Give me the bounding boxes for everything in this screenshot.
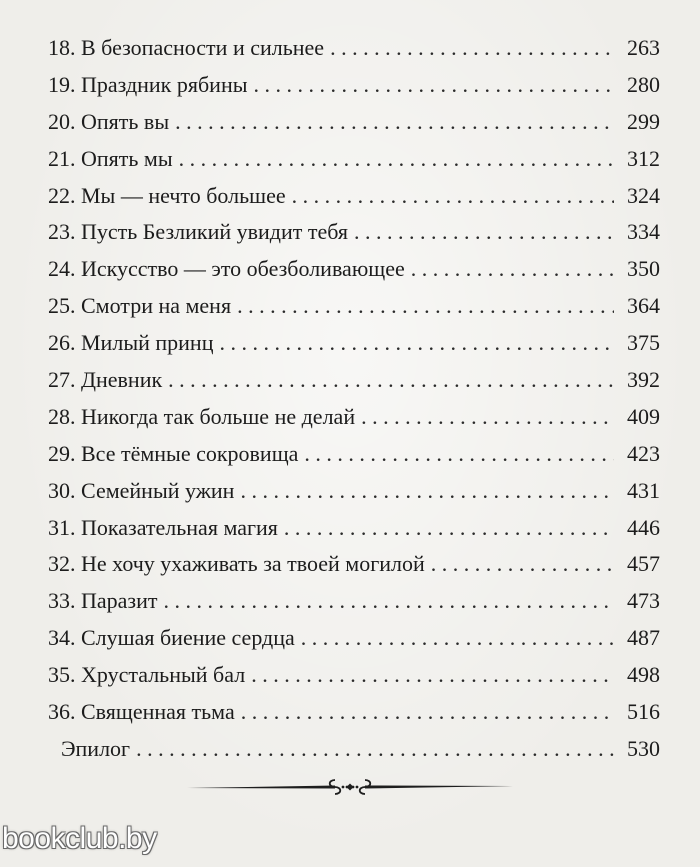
toc-dot-leader — [240, 473, 614, 510]
toc-entry — [48, 325, 660, 362]
toc-entry-page: 473 — [627, 588, 660, 614]
toc-entry-page: 263 — [627, 35, 660, 60]
toc-entry-page: 431 — [627, 477, 660, 503]
toc-dot-leader — [361, 399, 614, 436]
toc-dot-leader — [241, 694, 614, 731]
toc-entry-title: 24. Искусство — это обезболивающее — [48, 256, 405, 282]
toc-entry-title: 31. Показательная магия — [48, 514, 278, 540]
toc-entry — [48, 657, 660, 694]
toc-dot-leader — [431, 546, 614, 583]
toc-entry-page: 530 — [627, 735, 660, 761]
toc-entry — [48, 399, 660, 436]
toc-entry-page: 516 — [627, 699, 660, 725]
toc-dot-leader — [175, 104, 614, 141]
toc-entry-title: 26. Милый принц — [48, 330, 214, 356]
toc-dot-leader — [219, 325, 614, 362]
toc-dot-leader — [330, 30, 614, 67]
site-watermark: bookclub.by — [2, 822, 157, 855]
toc-dot-leader — [411, 251, 614, 288]
toc-entry-page: 375 — [627, 330, 660, 356]
toc-entry — [48, 620, 660, 657]
toc-entry — [48, 251, 660, 288]
decorative-divider-icon — [185, 772, 515, 802]
toc-dot-leader — [301, 620, 614, 657]
toc-entry — [48, 178, 660, 215]
toc-entry-title: 20. Опять вы — [48, 108, 170, 134]
toc-entry — [48, 436, 660, 473]
toc-entry-page: 312 — [627, 145, 660, 171]
toc-entry-page: 487 — [627, 625, 660, 651]
toc-entry-page: 350 — [627, 256, 660, 282]
toc-entry-page: 498 — [627, 662, 660, 688]
toc-entry — [48, 694, 660, 731]
toc-dot-leader — [164, 583, 615, 620]
toc-entry-title: 35. Хрустальный бал — [48, 662, 246, 688]
toc-dot-leader — [179, 141, 614, 178]
toc-entry — [48, 546, 660, 583]
toc-entry — [48, 30, 660, 67]
table-of-contents — [48, 30, 660, 768]
toc-entry — [48, 214, 660, 251]
toc-entry-title: 33. Паразит — [48, 588, 158, 614]
toc-entry-title: 28. Никогда так больше не делай — [48, 403, 356, 429]
toc-entry-title: Эпилог — [61, 735, 131, 761]
toc-entry — [48, 104, 660, 141]
toc-entry — [48, 473, 660, 510]
toc-dot-leader — [284, 510, 614, 547]
toc-entry-title: 18. В безопасности и сильнее — [48, 35, 325, 60]
toc-dot-leader — [304, 436, 614, 473]
toc-dot-leader — [354, 214, 614, 251]
toc-entry-page: 409 — [627, 403, 660, 429]
toc-entry — [48, 288, 660, 325]
toc-entry-page: 446 — [627, 514, 660, 540]
toc-entry-title: 29. Все тёмные сокровища — [48, 440, 299, 466]
toc-entry-title: 36. Священная тьма — [48, 699, 235, 725]
toc-dot-leader — [254, 67, 614, 104]
toc-entry — [48, 141, 660, 178]
toc-entry — [48, 731, 660, 768]
toc-entry-title: 22. Мы — нечто большее — [48, 182, 286, 208]
toc-dot-leader — [237, 288, 614, 325]
toc-entry-page: 334 — [627, 219, 660, 245]
toc-entry-page: 392 — [627, 367, 660, 393]
toc-entry-title: 27. Дневник — [48, 367, 163, 393]
toc-dot-leader — [168, 362, 614, 399]
toc-entry-title: 19. Праздник рябины — [48, 71, 248, 97]
toc-entry-page: 423 — [627, 440, 660, 466]
toc-entry — [48, 510, 660, 547]
toc-entry — [48, 362, 660, 399]
toc-entry-title: 32. Не хочу ухаживать за твоей могилой — [48, 551, 425, 577]
toc-entry-title: 23. Пусть Безликий увидит тебя — [48, 219, 349, 245]
toc-entry-title: 34. Слушая биение сердца — [48, 625, 295, 651]
toc-entry — [48, 67, 660, 104]
toc-entry-page: 324 — [627, 182, 660, 208]
toc-dot-leader — [292, 178, 614, 215]
toc-entry-page: 457 — [627, 551, 660, 577]
toc-entry-title: 21. Опять мы — [48, 145, 173, 171]
toc-entry-title: 25. Смотри на меня — [48, 293, 232, 319]
toc-entry-page: 299 — [627, 108, 660, 134]
toc-entry-page: 364 — [627, 293, 660, 319]
toc-entry — [48, 583, 660, 620]
toc-dot-leader — [136, 731, 614, 768]
toc-entry-page: 280 — [627, 71, 660, 97]
toc-entry-title: 30. Семейный ужин — [48, 477, 235, 503]
toc-dot-leader — [251, 657, 614, 694]
